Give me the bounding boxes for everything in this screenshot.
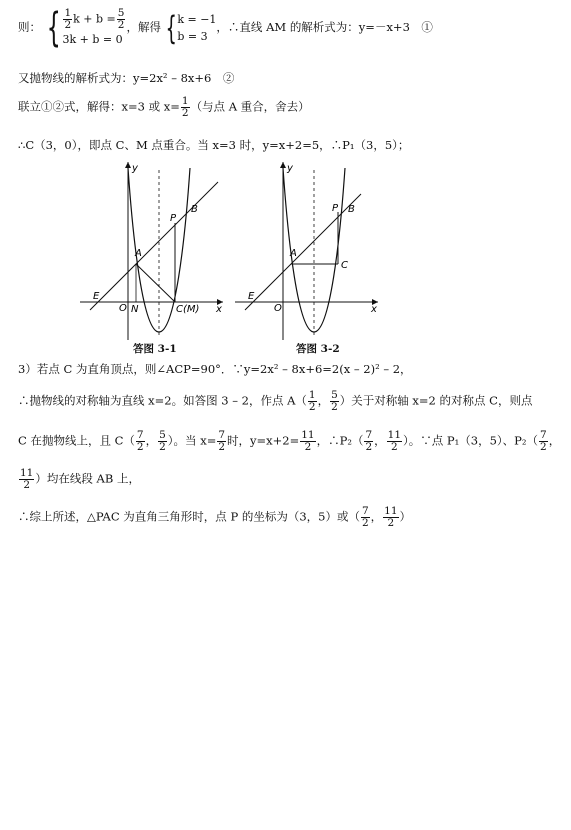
y-axis-label: y xyxy=(132,163,138,174)
solution-line-8: $\frac{11}{2}$ ）均在线段 AB 上， xyxy=(20,467,140,491)
point-p-label: P xyxy=(170,213,177,224)
solution-line-1 xyxy=(18,5,433,51)
text: 则： xyxy=(18,20,41,34)
solution-line-5: 3）若点 C 为直角顶点，则∠ACP=90°．∵y=2x² – 8x+6=2(x – 2)² – 2， xyxy=(18,362,412,376)
equation-system-2: k = −1 b = 3 xyxy=(177,13,217,43)
solution-line-2: 又抛物线的解析式为：y=2x² – 8x+6 ② xyxy=(18,71,235,85)
point-n-label: N xyxy=(131,304,139,315)
x-axis-label: x xyxy=(216,304,222,315)
point-b-label: B xyxy=(191,204,198,215)
figure-3-2 xyxy=(233,160,383,345)
text: ，∴直线 AM 的解析式为：y=－x+3 ① xyxy=(216,20,433,34)
solution-line-3: 联立①②式，解得：x=3 或 x= $\frac{1}{2}$ （与点 A 重合，舍去） xyxy=(18,95,310,119)
figure-3-2-caption: 答图 3-2 xyxy=(296,343,340,355)
point-c-label: C xyxy=(341,260,348,271)
equation-system-1: $\frac{1}{2}$ k + b = $\frac{5}{2}$ 3k + b = 0 xyxy=(62,7,125,46)
point-b-label: B xyxy=(348,204,355,215)
x-axis-label: x xyxy=(371,304,377,315)
text: ，解得 xyxy=(126,20,161,34)
left-brace-icon: { xyxy=(165,9,177,47)
figure-3-1-caption: 答图 3-1 xyxy=(133,343,177,355)
solution-line-7: C 在抛物线上，且 C（ $\frac{7}{2}$ ， $\frac{5}{2}$ ）。当 x= $\frac{7}{2}$ 时，y=x+2= $\frac{11}{2}$ ，∴P₂（ $\frac{7}{2}$ ， $\frac{11}{2}$ ）。∵点 P₁（3，5）、P₂（ $\frac{7}{2}$ ， xyxy=(18,429,561,453)
origin-label: O xyxy=(274,303,282,314)
y-axis-label: y xyxy=(287,163,293,174)
point-a-label: A xyxy=(290,248,297,259)
point-e-label: E xyxy=(93,291,100,302)
point-p-label: P xyxy=(332,203,339,214)
left-brace-icon: { xyxy=(46,5,61,51)
solution-line-4: ∴C（3，0），即点 C、M 点重合。当 x=3 时，y=x+2=5，∴P₁（3，5）； xyxy=(18,138,410,152)
origin-label: O xyxy=(119,303,127,314)
solution-line-6: ∴抛物线的对称轴为直线 x=2。如答图 3 – 2，作点 A（ $\frac{1}{2}$ ， $\frac{5}{2}$ ）关于对称轴 x=2 的对称点 C，则点 xyxy=(18,389,533,413)
point-e-label: E xyxy=(248,291,255,302)
point-a-label: A xyxy=(135,248,142,259)
solution-line-9: ∴综上所述，△PAC 为直角三角形时，点 P 的坐标为（3，5）或（ $\frac{7}{2}$ ， $\frac{11}{2}$ ） xyxy=(18,505,412,529)
point-c-label: C(M) xyxy=(176,304,200,315)
figure-3-1 xyxy=(78,160,228,345)
